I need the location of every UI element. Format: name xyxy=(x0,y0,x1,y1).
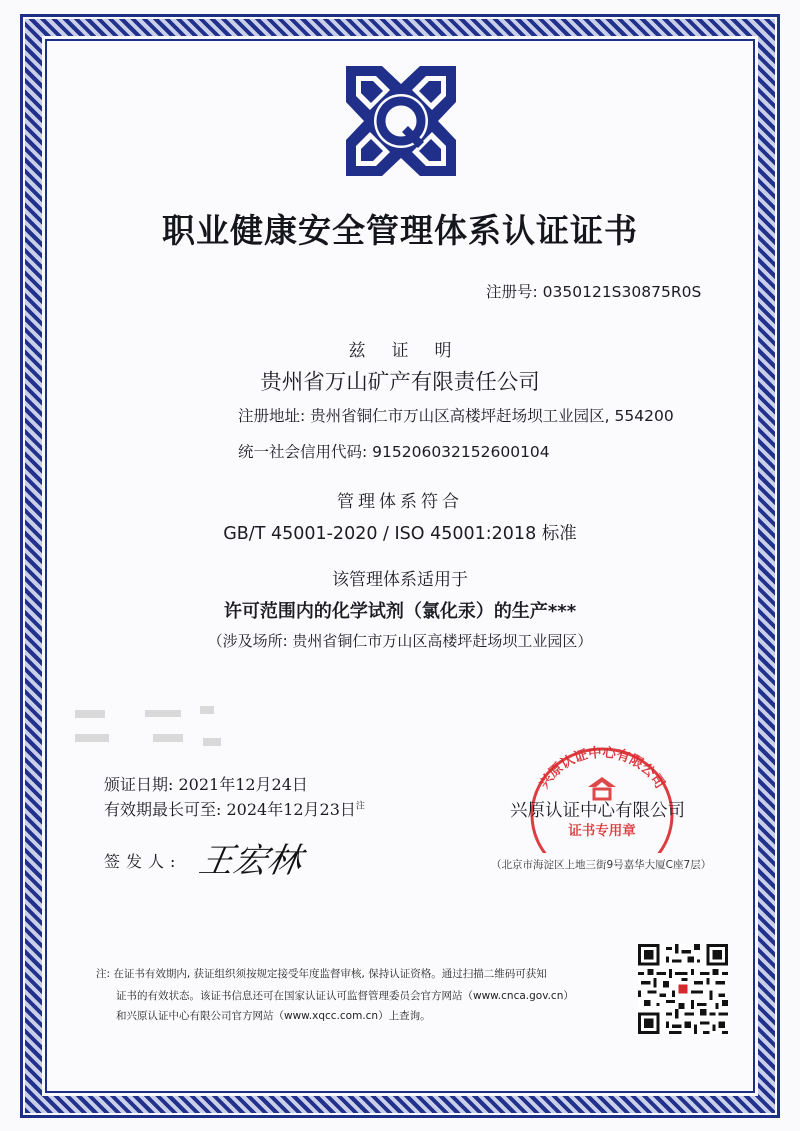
qr-code-icon[interactable] xyxy=(638,944,728,1034)
valid-until-text: 有效期最长可至: 2024年12月23日 xyxy=(104,800,356,819)
xqcc-logo-icon xyxy=(342,62,460,180)
credit-code: 统一社会信用代码: 915206032152600104 xyxy=(238,443,550,461)
stamp-ring-text: 兴原认证中心有限公司 xyxy=(536,744,668,792)
company-name: 贵州省万山矿产有限责任公司 xyxy=(260,370,540,395)
svg-text:兴原认证中心有限公司 xyxy=(536,744,669,792)
registration-number: 注册号: 0350121S30875R0S xyxy=(486,283,702,301)
hereby-certify-text: 兹证明 xyxy=(348,341,478,361)
issuer-signature: 王宏林 xyxy=(195,841,305,881)
conforms-to-label: 管理体系符合 xyxy=(337,492,463,512)
valid-until xyxy=(104,797,365,820)
issue-date: 颁证日期: 2021年12月24日 xyxy=(104,775,308,794)
certification-scope: 许可范围内的化学试剂（氯化汞）的生产*** xyxy=(223,601,577,622)
valid-note-mark: 注 xyxy=(355,801,365,812)
standard-name: GB/T 45001-2020 / ISO 45001:2018 标准 xyxy=(223,524,577,544)
stamp-center-text: 证书专用章 xyxy=(568,823,636,839)
footnote-line-1: 注: 在证书有效期内, 获证组织须按规定接受年度监督审核, 保持认证资格。通过扫描二维码可获知 xyxy=(96,968,547,980)
issuer-label: 签发人: xyxy=(104,852,182,871)
certified-site: （涉及场所: 贵州省铜仁市万山区高楼坪赶场坝工业园区） xyxy=(207,632,593,650)
footnote-line-3: 和兴原认证中心有限公司官方网站（www.xqcc.com.cn）上查询。 xyxy=(116,1010,431,1022)
certification-body-address: （北京市海淀区上地三街9号嘉华大厦C座7层） xyxy=(491,859,712,871)
faded-text-marks xyxy=(75,706,225,750)
registered-address: 注册地址: 贵州省铜仁市万山区高楼坪赶场坝工业园区, 554200 xyxy=(238,407,674,425)
footnote-line-2: 证书的有效状态。该证书信息还可在国家认证认可监督管理委员会官方网站（www.cnca.gov.cn） xyxy=(116,990,574,1002)
certification-body-name: 兴原认证中心有限公司 xyxy=(510,801,685,821)
applies-to-label: 该管理体系适用于 xyxy=(332,570,468,590)
certificate-title: 职业健康安全管理体系认证证书 xyxy=(162,211,638,250)
